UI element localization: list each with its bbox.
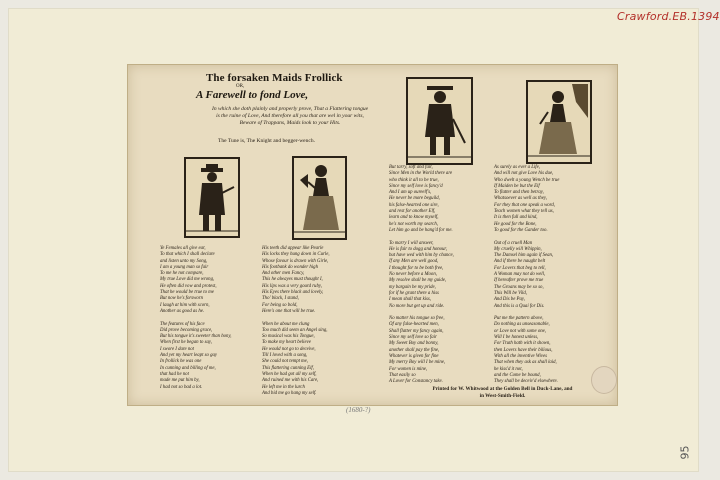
verse-line: And I am up oureelf's,: [389, 190, 432, 196]
verse-line: It is then full and kind,: [494, 215, 538, 221]
verse-line: Did prove becoming grace,: [160, 327, 213, 333]
verse-line: but have wed with him by chance,: [389, 253, 454, 259]
verse-line: And Dis be Pay,: [494, 297, 525, 303]
verse-line: For being so bold,: [262, 302, 298, 308]
verse-line: he's not worth my search,: [389, 221, 438, 227]
verse-line: Out of a cruell Man: [494, 240, 533, 246]
verse-line: my bargain be my pride,: [389, 284, 436, 290]
verse-line: This Will be Vild,: [494, 290, 527, 296]
verse-line: Teach women what they tell us,: [494, 209, 554, 215]
verse-line: Let him go and be hang'd for me.: [389, 227, 453, 233]
woman-with-curtain-icon: [526, 80, 592, 164]
verse-column-1: [160, 246, 232, 391]
verse-line: She could not tempt me,: [262, 359, 308, 365]
verse-line: A Woman may not do well,: [494, 272, 546, 278]
verse-line: My resolve shall be my guide,: [389, 278, 447, 284]
man-with-sword-icon: [406, 77, 473, 165]
verse-line: and the Come be bound,: [494, 372, 541, 378]
verse-column-3: [389, 165, 454, 385]
verse-line: For Truth hath with it shown,: [494, 341, 551, 347]
verse-line: As surely as ever a Life,: [494, 165, 540, 170]
verse-line: or Love not with some one,: [494, 328, 546, 334]
verse-line: who think it all to be true,: [389, 177, 439, 183]
verse-line: then Lovers have their bilious,: [494, 347, 553, 353]
date-note: (1680-?): [346, 406, 371, 414]
man-with-hat-icon: [184, 157, 240, 238]
verse-line: But his tongue it's sweeter than hony,: [160, 334, 232, 340]
verse-line: learn and to know myself,: [389, 215, 439, 221]
verse-line: And this is a Quai for Dis.: [494, 303, 545, 309]
verse-line: In frollick he was one: [160, 359, 202, 365]
verse-line: I had not so bad a lot.: [160, 384, 203, 390]
verse-line: He often did vow and protest,: [160, 283, 217, 289]
ballad-tune: The Tune is, The Knight and begger-wench.: [218, 138, 315, 144]
verse-line: When he about me clung: [262, 321, 310, 327]
library-stamp: [591, 366, 617, 394]
verse-line: Put me the pattern above,: [494, 316, 544, 322]
verse-line: Who dwelt a young Wench be true: [494, 177, 560, 183]
verse-line: To me he not compare,: [160, 271, 204, 277]
verse-line: His Eyes there black and lovely,: [262, 290, 324, 296]
verse-line: And bid me go hang my self.: [262, 390, 317, 396]
verse-line: He is fair to dogg and honour,: [389, 246, 447, 252]
verse-line: If any Men are well good,: [389, 259, 439, 265]
verse-line: Will I be honest unless,: [494, 335, 539, 341]
verse-line: His lips was a very gourd ruby,: [262, 283, 322, 289]
verse-line: Of any false-hearted men,: [389, 322, 439, 328]
verse-line: Do nothing as unseasonable,: [494, 322, 550, 328]
verse-line: And other men Fancy,: [262, 271, 305, 277]
verse-line: For women is mine,: [389, 366, 428, 372]
verse-line: To marry I will answer,: [389, 240, 434, 246]
verse-line: No more but get up and ride.: [389, 303, 445, 309]
shelfmark: Crawford.EB.1394: [617, 10, 720, 23]
verse-line: And yet my heart leapt so gay: [160, 353, 218, 359]
verse-line: Whatever is given for fine: [389, 353, 439, 359]
verse-line: To make my heart believe: [262, 340, 311, 346]
verse-line: Whose favour is drawn with Girle,: [262, 258, 329, 264]
verse-line: He good for the Bone,: [494, 221, 537, 227]
verse-line: A Lover for Constancy take.: [389, 379, 443, 385]
verse-line: He never be more beguild,: [389, 196, 440, 202]
verse-line: and rest for another Elf,: [389, 209, 436, 215]
verse-column-4: [494, 165, 559, 385]
verse-line: Here's one that will be true.: [262, 308, 316, 314]
verse-line: For they that one speak a word,: [494, 202, 555, 208]
imprint-line-2: in West-Smith-Field.: [479, 392, 526, 399]
page-number: 95: [678, 445, 692, 460]
verse-line: They shall be deceiv'd elsewhere.: [494, 379, 558, 385]
verse-line: Since my self love so fair: [389, 335, 437, 341]
verse-line: His locks they hung down in Curle,: [262, 252, 330, 258]
verse-line: My true Love did me wrong,: [160, 277, 215, 283]
verse-line: My cruelly will Whippin,: [494, 246, 542, 252]
verse-line: And ruined me with his Care,: [262, 378, 319, 384]
verse-line: For Lovers that beg to tell,: [494, 265, 546, 271]
imprint-line-1: Printed for W. Whitwood at the Golden Bell in Duck-Lane, and: [432, 386, 573, 392]
verse-column-2: [262, 246, 330, 397]
woman-with-fan-icon: [292, 156, 347, 240]
verse-line: That when they ask as shall laid,: [494, 360, 557, 366]
verse-line: His teeth did appear like Pearle: [262, 246, 324, 251]
verse-line: I swore I dare not: [160, 346, 195, 352]
verse-line: To good for the Gander too.: [494, 227, 548, 233]
imprint: [400, 386, 605, 399]
verse-line: Till I loved with a song,: [262, 353, 308, 359]
verse-line: In cunning and billing of me,: [160, 365, 216, 371]
verse-line: He would not go to deceive,: [262, 346, 316, 352]
verse-line: If hereafter prove me true: [494, 278, 544, 284]
verse-line: The Groans may be so so,: [494, 284, 544, 290]
verse-line: But now he's forsworn: [160, 296, 204, 302]
verse-line: for if he grant there a hiss: [389, 290, 439, 296]
verse-line: Another as good as he.: [160, 308, 205, 314]
verse-line: No matter his tongue so free,: [389, 316, 445, 322]
verse-line: Tho' black, I stand,: [262, 296, 299, 302]
verse-line: another shall pay the fine,: [389, 347, 440, 353]
verse-line: He left me in the lurch: [262, 384, 305, 390]
verse-line: To that which I shall declare: [160, 252, 215, 258]
verse-line: When he had got all my self,: [262, 371, 317, 377]
verse-line: When first he began to say,: [160, 340, 212, 346]
verse-line: Since my self love is fancy'd: [389, 183, 443, 189]
verse-line: he kiss'd it not,: [494, 366, 523, 372]
verse-line: And if there be naught belt: [494, 259, 546, 265]
verse-line: I laugh at him with scorn,: [160, 302, 210, 308]
ballad-or: OR,: [236, 84, 245, 89]
verse-line: So musical was his Tongue,: [262, 334, 315, 340]
verse-line: Since Men in the World there are: [389, 171, 453, 177]
verse-line: His footbank do wonder high: [262, 264, 318, 270]
verse-line: The features of his face: [160, 321, 205, 327]
verse-line: This flattering cunning Elf,: [262, 365, 314, 371]
verse-line: No never before a Moon,: [389, 272, 437, 278]
verse-line: that had he not: [160, 371, 189, 377]
verse-line: To flatter and then betray,: [494, 190, 544, 196]
verse-line: If Maiden be but the Elf: [494, 183, 540, 189]
verse-line: and listen unto my Song,: [160, 258, 208, 264]
verse-line: I mean shall that kiss,: [389, 297, 431, 303]
verse-line: And will not give Love his due,: [494, 171, 554, 177]
verse-line: Too much did seem an Angel sing,: [262, 327, 328, 333]
verse-line: My merry Boy will I be mine,: [389, 360, 446, 366]
verse-line: But tarry, soft and fair,: [389, 165, 433, 170]
verse-line: With all the inventive Wives: [494, 353, 548, 359]
verse-line: Ye Females all give ear,: [160, 246, 206, 251]
verse-line: his false-hearted one sire,: [389, 202, 439, 208]
ballad-subtitle: A Farewell to fond Love,: [196, 89, 309, 101]
verse-line: I thought for to be both free,: [389, 265, 444, 271]
ballad-title: The forsaken Maids Frollick: [206, 72, 343, 84]
verse-line: Whatsoever as well as they,: [494, 196, 547, 202]
verse-line: The Damsel him again if Sean,: [494, 253, 554, 259]
verse-line: This he alwayes must thought I,: [262, 277, 323, 283]
verse-line: That he would be true to me: [160, 290, 214, 296]
verse-line: I am a young man so fair: [160, 264, 209, 270]
verse-line: Shall flatter my fancy again,: [389, 328, 444, 334]
verse-line: That easily so: [389, 372, 416, 378]
verse-line: My Sweet Boy and bonny,: [389, 341, 439, 347]
ballad-intro: In which she doth plainly and properly prove, That a Flattering tongue is the ruine of Love, And therefore all you that are wel in your wits, Beware of Trappans, Maids look to your Hits.: [211, 106, 369, 126]
verse-line: made me put him by,: [160, 378, 200, 384]
